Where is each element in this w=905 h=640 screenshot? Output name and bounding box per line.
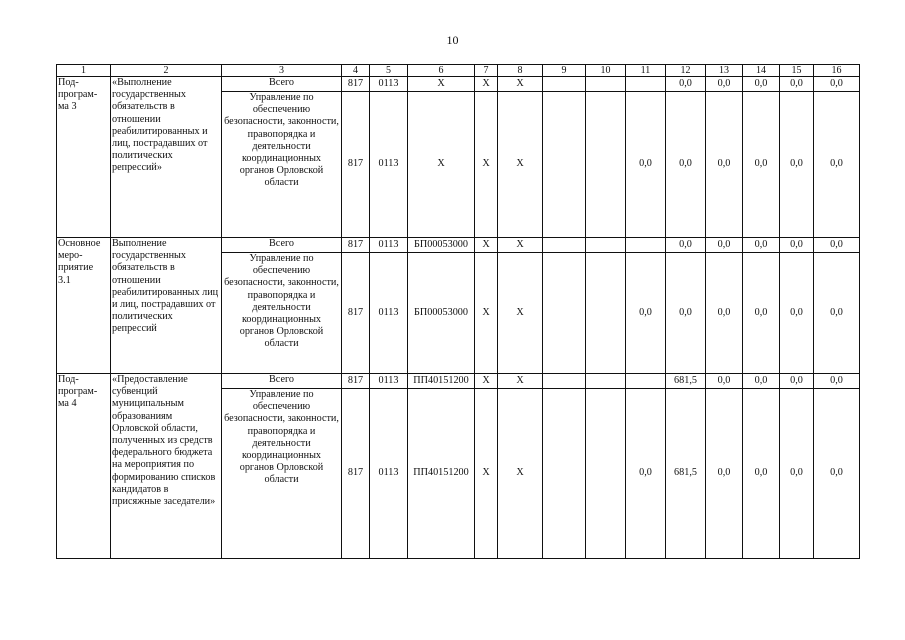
value-cell-8: X bbox=[498, 389, 543, 559]
value-cell-6: X bbox=[408, 77, 475, 92]
value-cell-6: БП00053000 bbox=[408, 253, 475, 374]
value-cell-8: X bbox=[498, 374, 543, 389]
value-cell-11: 0,0 bbox=[626, 92, 666, 238]
column-header: 15 bbox=[780, 65, 814, 77]
program-type-cell: Под- програм- ма 3 bbox=[57, 77, 111, 238]
value-cell-5: 0113 bbox=[370, 92, 408, 238]
executor-cell: Управление по обеспечению безопасности, законности, правопорядка и деятельности координационных органов Орловской области bbox=[222, 389, 342, 559]
program-type-cell: Основное меро- приятие 3.1 bbox=[57, 238, 111, 374]
value-cell-11: 0,0 bbox=[626, 389, 666, 559]
column-header: 5 bbox=[370, 65, 408, 77]
column-header-row bbox=[57, 65, 860, 77]
total-label-cell: Всего bbox=[222, 374, 342, 389]
value-cell-4: 817 bbox=[342, 374, 370, 389]
value-cell-5: 0113 bbox=[370, 374, 408, 389]
value-cell-16: 0,0 bbox=[814, 77, 860, 92]
value-cell-9 bbox=[543, 389, 586, 559]
value-cell-6: БП00053000 bbox=[408, 238, 475, 253]
value-cell-16: 0,0 bbox=[814, 253, 860, 374]
value-cell-14: 0,0 bbox=[743, 92, 780, 238]
value-cell-4: 817 bbox=[342, 92, 370, 238]
value-cell-16: 0,0 bbox=[814, 238, 860, 253]
value-cell-7: X bbox=[475, 92, 498, 238]
column-header: 13 bbox=[706, 65, 743, 77]
column-header: 16 bbox=[814, 65, 860, 77]
value-cell-12: 0,0 bbox=[666, 253, 706, 374]
value-cell-8: X bbox=[498, 238, 543, 253]
value-cell-4: 817 bbox=[342, 238, 370, 253]
program-name-cell: «Предоставление субвенций муниципальным образованиям Орловской области, полученных из средств федерального бюджета на мероприятия по формированию списков кандидатов в присяжные заседатели» bbox=[111, 374, 222, 559]
value-cell-11 bbox=[626, 374, 666, 389]
value-cell-8: X bbox=[498, 253, 543, 374]
page-number: 10 bbox=[446, 33, 459, 47]
value-cell-14: 0,0 bbox=[743, 374, 780, 389]
value-cell-13: 0,0 bbox=[706, 374, 743, 389]
value-cell-12: 0,0 bbox=[666, 238, 706, 253]
value-cell-12: 0,0 bbox=[666, 92, 706, 238]
value-cell-9 bbox=[543, 77, 586, 92]
column-header: 6 bbox=[408, 65, 475, 77]
value-cell-14: 0,0 bbox=[743, 389, 780, 559]
value-cell-13: 0,0 bbox=[706, 389, 743, 559]
value-cell-15: 0,0 bbox=[780, 374, 814, 389]
value-cell-16: 0,0 bbox=[814, 389, 860, 559]
column-header: 12 bbox=[666, 65, 706, 77]
program-name-cell: «Выполнение государственных обязательств в отношении реабилитированных и лиц, пострадавших от политических репрессий» bbox=[111, 77, 222, 238]
table-row bbox=[57, 238, 860, 253]
table-row bbox=[57, 77, 860, 92]
program-type-cell: Под- програм- ма 4 bbox=[57, 374, 111, 559]
executor-cell: Управление по обеспечению безопасности, законности, правопорядка и деятельности координационных органов Орловской области bbox=[222, 253, 342, 374]
value-cell-7: X bbox=[475, 253, 498, 374]
value-cell-7: X bbox=[475, 374, 498, 389]
column-header: 8 bbox=[498, 65, 543, 77]
total-label-cell: Всего bbox=[222, 77, 342, 92]
value-cell-13: 0,0 bbox=[706, 253, 743, 374]
value-cell-6: ПП40151200 bbox=[408, 389, 475, 559]
value-cell-11 bbox=[626, 77, 666, 92]
value-cell-10 bbox=[586, 374, 626, 389]
value-cell-10 bbox=[586, 238, 626, 253]
column-header: 9 bbox=[543, 65, 586, 77]
value-cell-12: 681,5 bbox=[666, 389, 706, 559]
value-cell-15: 0,0 bbox=[780, 389, 814, 559]
column-header: 14 bbox=[743, 65, 780, 77]
value-cell-16: 0,0 bbox=[814, 92, 860, 238]
value-cell-6: ПП40151200 bbox=[408, 374, 475, 389]
program-name-cell: Выполнение государственных обязательств в отношении реабилитированных лиц и лиц, пострадавших от политических репрессий bbox=[111, 238, 222, 374]
value-cell-7: X bbox=[475, 238, 498, 253]
value-cell-7: X bbox=[475, 389, 498, 559]
value-cell-6: X bbox=[408, 92, 475, 238]
column-header: 7 bbox=[475, 65, 498, 77]
value-cell-5: 0113 bbox=[370, 77, 408, 92]
value-cell-10 bbox=[586, 92, 626, 238]
value-cell-8: X bbox=[498, 92, 543, 238]
value-cell-4: 817 bbox=[342, 253, 370, 374]
value-cell-12: 681,5 bbox=[666, 374, 706, 389]
value-cell-15: 0,0 bbox=[780, 92, 814, 238]
column-header: 4 bbox=[342, 65, 370, 77]
column-header: 10 bbox=[586, 65, 626, 77]
budget-table bbox=[56, 64, 860, 559]
column-header: 2 bbox=[111, 65, 222, 77]
value-cell-10 bbox=[586, 253, 626, 374]
value-cell-5: 0113 bbox=[370, 253, 408, 374]
value-cell-16: 0,0 bbox=[814, 374, 860, 389]
value-cell-14: 0,0 bbox=[743, 253, 780, 374]
value-cell-14: 0,0 bbox=[743, 238, 780, 253]
value-cell-5: 0113 bbox=[370, 389, 408, 559]
value-cell-9 bbox=[543, 253, 586, 374]
value-cell-14: 0,0 bbox=[743, 77, 780, 92]
value-cell-13: 0,0 bbox=[706, 92, 743, 238]
value-cell-10 bbox=[586, 389, 626, 559]
value-cell-4: 817 bbox=[342, 77, 370, 92]
value-cell-13: 0,0 bbox=[706, 77, 743, 92]
value-cell-15: 0,0 bbox=[780, 253, 814, 374]
value-cell-4: 817 bbox=[342, 389, 370, 559]
value-cell-15: 0,0 bbox=[780, 238, 814, 253]
value-cell-11 bbox=[626, 238, 666, 253]
table-row bbox=[57, 374, 860, 389]
value-cell-9 bbox=[543, 374, 586, 389]
value-cell-7: X bbox=[475, 77, 498, 92]
value-cell-11: 0,0 bbox=[626, 253, 666, 374]
value-cell-13: 0,0 bbox=[706, 238, 743, 253]
column-header: 3 bbox=[222, 65, 342, 77]
value-cell-12: 0,0 bbox=[666, 77, 706, 92]
executor-cell: Управление по обеспечению безопасности, законности, правопорядка и деятельности координационных органов Орловской области bbox=[222, 92, 342, 238]
value-cell-9 bbox=[543, 92, 586, 238]
column-header: 1 bbox=[57, 65, 111, 77]
column-header: 11 bbox=[626, 65, 666, 77]
value-cell-9 bbox=[543, 238, 586, 253]
value-cell-15: 0,0 bbox=[780, 77, 814, 92]
total-label-cell: Всего bbox=[222, 238, 342, 253]
value-cell-8: X bbox=[498, 77, 543, 92]
value-cell-10 bbox=[586, 77, 626, 92]
value-cell-5: 0113 bbox=[370, 238, 408, 253]
